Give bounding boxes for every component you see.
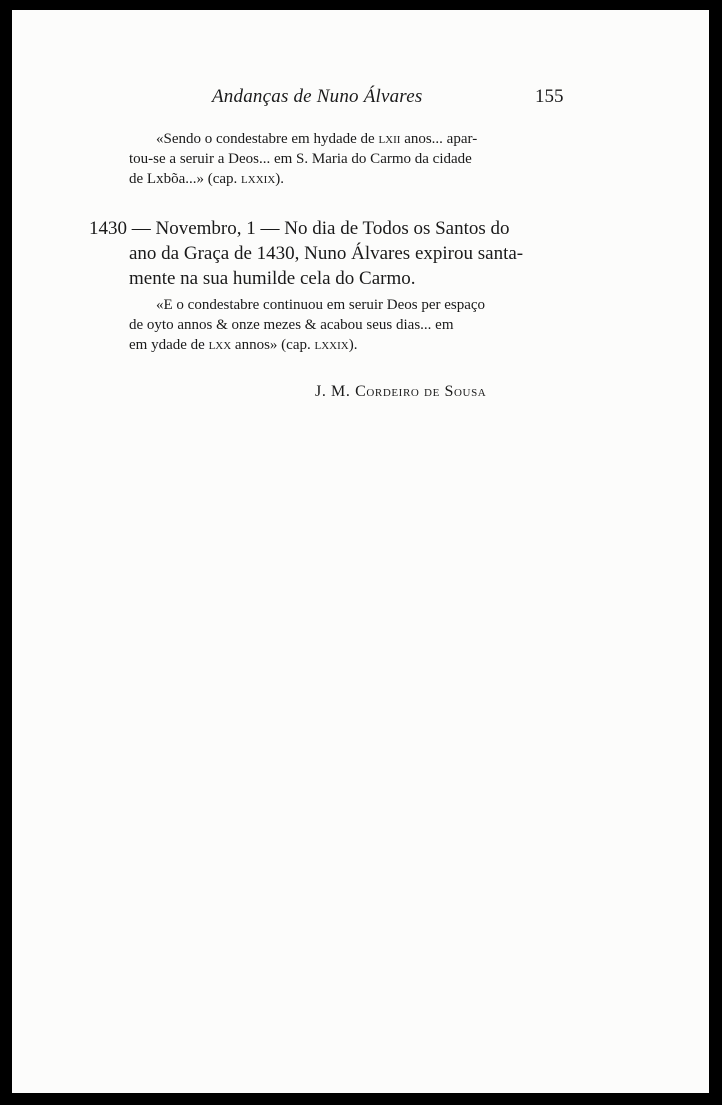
quote-block-2 xyxy=(129,295,566,355)
roman-numeral: lxxix xyxy=(241,171,276,187)
roman-numeral: lxx xyxy=(208,337,232,353)
book-page xyxy=(12,10,709,1093)
quote2-line-2: de oyto annos & onze mezes & acabou seus dias... em xyxy=(129,317,454,333)
quote1-line-2: tou-se a seruir a Deos... em S. Maria do Carmo da cidade xyxy=(129,151,472,167)
quote1-line-1: «Sendo o condestabre em hydade de lxii anos... apar- xyxy=(156,131,478,147)
quote2-line-1: «E o condestabre continuou em seruir Deos per espaço xyxy=(156,297,486,313)
author-signature: J. M. Cordeiro de Sousa xyxy=(315,383,487,400)
quote-block-1 xyxy=(129,129,566,189)
entry-line-3: mente na sua humilde cela do Carmo. xyxy=(129,268,416,289)
entry-line-1: 1430 — Novembro, 1 — No dia de Todos os Santos do xyxy=(89,218,510,239)
chronology-entry xyxy=(89,216,569,291)
running-title: Andanças de Nuno Álvares xyxy=(212,86,423,107)
page-number: 155 xyxy=(535,86,564,107)
author-surname: Cordeiro de Sousa xyxy=(355,383,487,400)
roman-numeral: lxxix xyxy=(314,337,349,353)
quote2-line-3: em ydade de lxx annos» (cap. lxxix). xyxy=(129,337,358,353)
entry-line-2: ano da Graça de 1430, Nuno Álvares expirou santa- xyxy=(129,243,524,264)
roman-numeral: lxii xyxy=(378,131,401,147)
quote1-line-3: de Lxbõa...» (cap. lxxix). xyxy=(129,171,285,187)
